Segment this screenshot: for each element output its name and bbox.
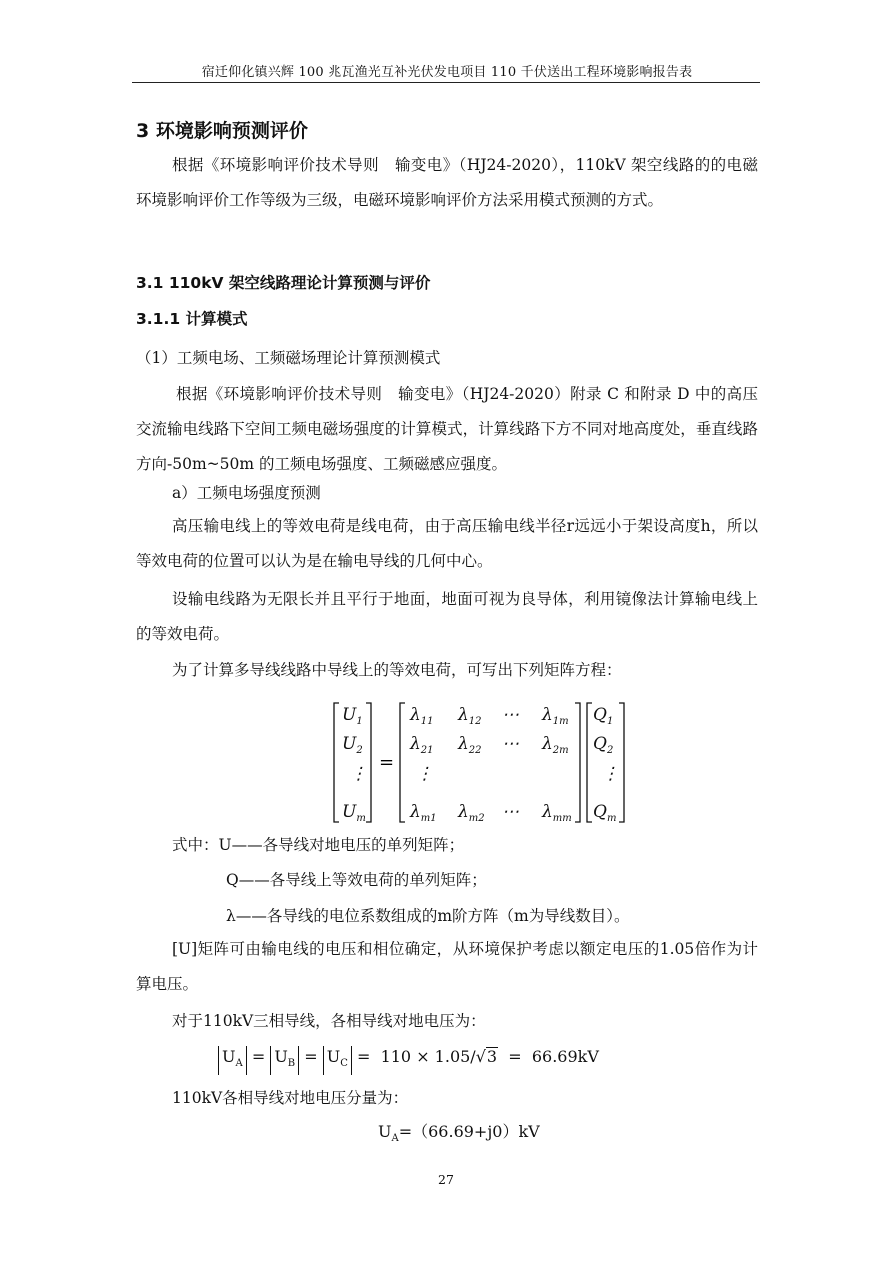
subsection-heading-3-1-1: 3.1.1 计算模式 xyxy=(136,310,248,328)
ua-line-symbol: U xyxy=(378,1122,392,1141)
lambda-entry-4-1: $\lambda_{m1}$ xyxy=(410,802,437,824)
ua-symbol: U xyxy=(222,1047,236,1066)
page-number: 27 xyxy=(438,1172,454,1187)
list-item-1: （1）工频电场、工频磁场理论计算预测模式 xyxy=(136,349,441,367)
lambda-entry-3-1: ⋮ xyxy=(416,764,433,784)
lambda-entry-4-3: ⋯ xyxy=(502,802,519,822)
u-matrix-paragraph: [U]矩阵可由输电线的电压和相位确定，从环境保护考虑以额定电压的1.05倍作为计算电压。 xyxy=(136,940,758,993)
ua-subscript: A xyxy=(235,1058,243,1070)
matrix-equation xyxy=(330,700,630,826)
q-entry-4: $Q_m$ xyxy=(593,802,617,824)
where-lambda: λ——各导线的电位系数组成的m阶方阵（m为导线数目）。 xyxy=(226,907,630,925)
intro-paragraph: 根据《环境影响评价技术导则 输变电》（HJ24-2020），110kV 架空线路的的电磁环境影响评价工作等级为三级，电磁环境影响评价方法采用模式预测的方式。 xyxy=(136,156,758,209)
q-bracket-left xyxy=(587,703,592,822)
running-header: 宿迁仰化镇兴辉 100 兆瓦渔光互补光伏发电项目 110 千伏送出工程环境影响报告表 xyxy=(201,65,693,80)
abs-ub xyxy=(270,1046,299,1075)
equals-3: = xyxy=(356,1047,371,1066)
sqrt-argument: 3 xyxy=(486,1047,498,1066)
u-entry-4: $U_m$ xyxy=(342,802,366,824)
equals-2: = xyxy=(304,1047,318,1066)
q-entry-3: ⋮ xyxy=(602,764,619,784)
matrix-equation-svg xyxy=(330,700,630,826)
lambda-entry-1-4: $\lambda_{1m}$ xyxy=(542,705,569,727)
q-bracket-right xyxy=(619,703,624,822)
equivalent-charge-paragraph: 高压输电线上的等效电荷是线电荷，由于高压输电线半径r远远小于架设高度h，所以等效电荷的位置可以认为是在输电导线的几何中心。 xyxy=(136,517,758,570)
lambda-entry-2-2: $\lambda_{22}$ xyxy=(458,734,482,756)
subsection-heading-3-1: 3.1 110kV 架空线路理论计算预测与评价 xyxy=(136,274,431,292)
formula-expression: 110 × 1.05/ xyxy=(380,1047,476,1066)
equals-sign: = xyxy=(379,752,395,773)
u-entry-2: $U_2$ xyxy=(342,734,363,756)
uc-symbol: U xyxy=(326,1047,341,1066)
list-item-a: a）工频电场强度预测 xyxy=(172,484,321,502)
model-paragraph: 根据《环境影响评价技术导则 输变电》（HJ24-2020）附录 C 和附录 D 中的高压交流输电线路下空间工频电磁场强度的计算模式，计算线路下方不同对地高度处，垂直线路方向-50m~50m 的工频电场强度、工频磁感应强度。 xyxy=(136,385,758,473)
header-rule xyxy=(132,82,760,83)
where-u: 式中：U——各导线对地电压的单列矩阵； xyxy=(172,836,465,854)
lambda-bracket-left xyxy=(400,703,405,822)
sqrt-symbol: √ xyxy=(475,1047,486,1066)
lambda-entry-1-2: $\lambda_{12}$ xyxy=(458,705,482,727)
q-entry-2: $Q_2$ xyxy=(593,734,614,756)
u-entry-3: ⋮ xyxy=(350,764,367,784)
q-entry-1: $Q_1$ xyxy=(593,705,614,727)
ub-symbol: U xyxy=(274,1047,288,1066)
formula-result: 66.69kV xyxy=(531,1047,599,1066)
abs-ua xyxy=(218,1046,247,1075)
lambda-entry-4-2: $\lambda_{m2}$ xyxy=(458,802,485,824)
lambda-entry-1-1: $\lambda_{11}$ xyxy=(410,705,434,727)
equals-4: = xyxy=(508,1047,522,1066)
abs-uc xyxy=(323,1046,352,1075)
component-line: 110kV各相导线对地电压分量为： xyxy=(172,1089,409,1107)
lambda-entry-4-4: $\lambda_{mm}$ xyxy=(542,802,572,824)
section-heading: 3 环境影响预测评价 xyxy=(136,120,308,142)
u-bracket-left xyxy=(334,703,339,822)
matrix-intro-line: 为了计算多导线线路中导线上的等效电荷，可写出下列矩阵方程： xyxy=(172,661,622,679)
lambda-entry-2-4: $\lambda_{2m}$ xyxy=(542,734,569,756)
ub-subscript: B xyxy=(287,1058,296,1070)
equals-1: = xyxy=(251,1047,266,1066)
where-q: Q——各导线上等效电荷的单列矩阵； xyxy=(226,871,487,889)
ua-component-line xyxy=(378,1121,540,1150)
u-entry-1: $U_1$ xyxy=(342,705,363,727)
ua-line-value: =（66.69+j0）kV xyxy=(398,1122,540,1141)
u-bracket-right xyxy=(366,703,371,822)
uc-subscript: C xyxy=(340,1058,348,1070)
phase-voltage-formula xyxy=(218,1044,599,1075)
lambda-entry-1-3: ⋯ xyxy=(502,705,519,725)
lambda-entry-2-1: $\lambda_{21}$ xyxy=(410,734,434,756)
lambda-entry-2-3: ⋯ xyxy=(502,734,519,754)
ua-line-subscript: A xyxy=(391,1133,399,1145)
three-phase-line: 对于110kV三相导线，各相导线对地电压为： xyxy=(172,1012,486,1030)
mirror-method-paragraph: 设输电线路为无限长并且平行于地面，地面可视为良导体，利用镜像法计算输电线上的等效电荷。 xyxy=(136,590,758,643)
lambda-bracket-right xyxy=(575,703,580,822)
